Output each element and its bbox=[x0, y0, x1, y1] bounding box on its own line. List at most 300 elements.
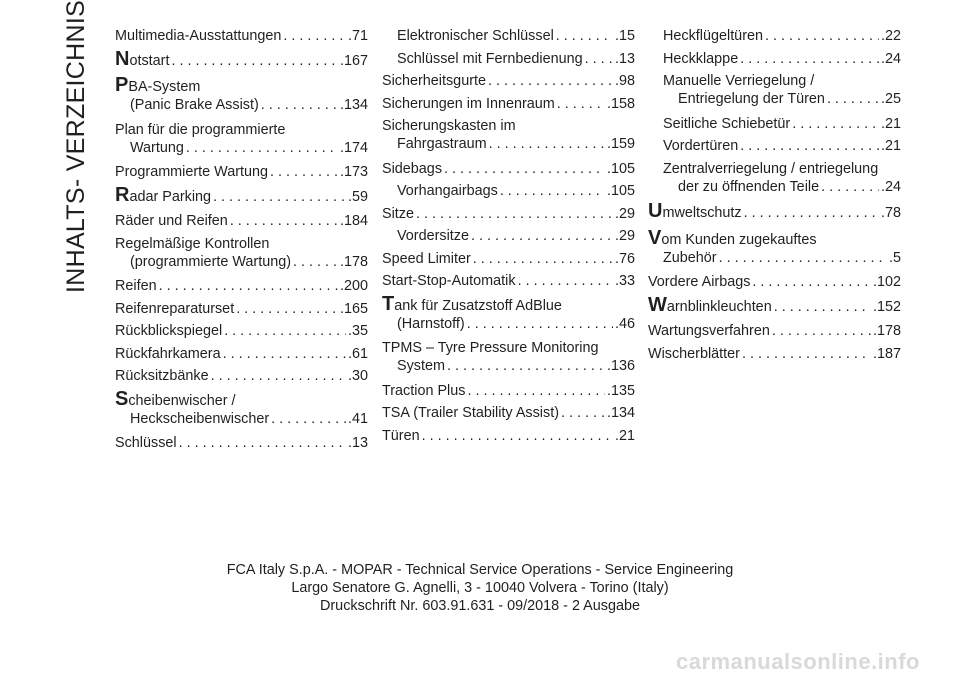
index-entry-line bbox=[397, 50, 635, 68]
index-entry-line bbox=[648, 249, 901, 267]
index-entry-text: Fahrgastraum bbox=[397, 136, 487, 152]
dot-leader bbox=[554, 27, 613, 45]
index-entry-text: Reifen bbox=[115, 278, 157, 294]
index-entry-label bbox=[382, 72, 486, 90]
dot-leader bbox=[750, 273, 871, 291]
page-number: .46 bbox=[614, 315, 635, 332]
index-entry-line bbox=[115, 139, 368, 157]
index-entry bbox=[115, 235, 368, 271]
index-entry-line bbox=[397, 227, 635, 245]
index-entry-label bbox=[397, 135, 487, 153]
index-entry-label bbox=[115, 47, 170, 70]
index-entry-text: Schlüssel mit Fernbedienung bbox=[397, 50, 583, 67]
index-entry-text: TPMS – Tyre Pressure Monitoring bbox=[382, 340, 599, 356]
dot-leader bbox=[221, 345, 346, 363]
dot-leader bbox=[211, 188, 346, 206]
index-entry bbox=[382, 50, 635, 68]
index-entry-text: Multimedia-Ausstattungen bbox=[115, 28, 282, 44]
index-entry bbox=[115, 183, 368, 206]
page-number: .187 bbox=[872, 345, 901, 362]
index-entry bbox=[648, 202, 901, 222]
index-entry-label bbox=[130, 410, 269, 428]
index-column-2 bbox=[382, 27, 635, 449]
index-entry-line bbox=[115, 387, 368, 410]
index-entry-label bbox=[115, 300, 234, 318]
index-entry-line bbox=[115, 322, 368, 340]
index-entry-label bbox=[115, 27, 281, 45]
index-entry bbox=[382, 427, 635, 445]
page-number: .21 bbox=[880, 138, 901, 154]
dot-leader bbox=[471, 250, 613, 268]
index-entry-text: otstart bbox=[129, 52, 170, 69]
index-entry-line bbox=[663, 72, 901, 90]
index-entry-label bbox=[648, 293, 772, 316]
index-entry-text: Vorhangairbags bbox=[397, 183, 498, 199]
index-entry-label bbox=[663, 27, 763, 45]
index-entry-text: BA-System bbox=[128, 79, 201, 95]
index-entry bbox=[382, 339, 635, 375]
index-letter-initial: V bbox=[648, 226, 662, 249]
index-entry-text: (Panic Brake Assist) bbox=[130, 97, 259, 113]
index-entry-line bbox=[115, 235, 368, 253]
index-entry-label bbox=[115, 345, 221, 363]
index-entry-label bbox=[115, 163, 268, 181]
index-entry-label bbox=[397, 315, 465, 333]
index-entry-line bbox=[382, 95, 635, 113]
index-entry bbox=[382, 227, 635, 245]
index-column-1 bbox=[115, 27, 368, 457]
index-entry-line bbox=[382, 250, 635, 268]
index-entry-label bbox=[115, 387, 236, 410]
index-entry-line bbox=[382, 427, 635, 445]
index-entry-label bbox=[397, 227, 469, 245]
index-entry bbox=[648, 226, 901, 267]
index-entry-text: Heckflügeltüren bbox=[663, 28, 763, 44]
index-entry-line bbox=[115, 345, 368, 363]
index-entry-line bbox=[382, 339, 635, 357]
index-entry-line bbox=[115, 434, 368, 452]
page-number: .61 bbox=[347, 345, 368, 362]
index-entry bbox=[115, 387, 368, 428]
index-entry-line bbox=[115, 163, 368, 181]
index-entry-label bbox=[648, 226, 817, 249]
index-entry-line bbox=[382, 272, 635, 290]
index-entry-label bbox=[115, 367, 209, 385]
index-entry-label bbox=[648, 273, 750, 291]
index-entry-label bbox=[382, 382, 465, 400]
index-entry-label bbox=[663, 160, 878, 178]
index-entry bbox=[648, 50, 901, 68]
index-entry bbox=[648, 27, 901, 45]
index-entry-line bbox=[115, 183, 368, 206]
index-entry-text: Programmierte Wartung bbox=[115, 164, 269, 180]
dot-leader bbox=[487, 135, 605, 153]
footer-line-print-number: Druckschrift Nr. 603.91.631 - 09/2018 - 2 Ausgabe bbox=[320, 598, 640, 614]
index-entry-line bbox=[663, 160, 901, 178]
index-entry-label bbox=[130, 96, 259, 114]
index-entry-line bbox=[648, 293, 901, 316]
dot-leader bbox=[555, 95, 605, 113]
index-entry-label bbox=[663, 72, 814, 90]
index-letter-initial: U bbox=[648, 200, 663, 222]
index-entry-line bbox=[648, 202, 901, 222]
dot-leader bbox=[772, 298, 871, 316]
dot-leader bbox=[420, 427, 613, 445]
page-number: .22 bbox=[880, 28, 901, 44]
page-number: .105 bbox=[606, 183, 635, 199]
dot-leader bbox=[738, 50, 879, 68]
page-number: .41 bbox=[347, 410, 368, 427]
page-number: .184 bbox=[339, 213, 368, 229]
index-entry-line bbox=[115, 367, 368, 385]
dot-leader bbox=[184, 139, 338, 157]
dot-leader bbox=[825, 90, 879, 108]
index-entry-text: Zentralverriegelung / entriegelung bbox=[663, 160, 879, 177]
index-letter-initial: T bbox=[382, 292, 395, 315]
page-number: .25 bbox=[880, 91, 901, 107]
index-entry bbox=[115, 434, 368, 452]
publisher-footer bbox=[0, 561, 960, 615]
index-entry bbox=[382, 250, 635, 268]
page-number: .173 bbox=[339, 164, 368, 180]
index-entry-label bbox=[648, 322, 770, 340]
site-watermark: carmanualsonline.info bbox=[676, 649, 920, 674]
dot-leader bbox=[498, 182, 605, 200]
page-number: .29 bbox=[614, 205, 635, 222]
page-number: .105 bbox=[606, 160, 635, 177]
page-number: .178 bbox=[872, 323, 901, 339]
index-entry-label bbox=[397, 50, 583, 68]
index-entry-text: ank für Zusatzstoff AdBlue bbox=[394, 297, 562, 314]
index-entry-label bbox=[678, 90, 825, 108]
index-entry-line bbox=[382, 357, 635, 375]
page-number: .5 bbox=[888, 249, 901, 266]
index-entry-label bbox=[663, 115, 790, 133]
index-entry-line bbox=[648, 322, 901, 340]
index-entry-line bbox=[115, 277, 368, 295]
index-entry bbox=[115, 47, 368, 70]
index-entry-label bbox=[382, 427, 420, 445]
dot-leader bbox=[281, 27, 346, 45]
index-entry-text: Rückfahrkamera bbox=[115, 345, 221, 362]
index-entry bbox=[382, 205, 635, 223]
index-entry bbox=[115, 300, 368, 318]
index-entry bbox=[382, 95, 635, 113]
dot-leader bbox=[738, 137, 879, 155]
index-entry-label bbox=[115, 235, 269, 253]
index-entry-text: Traction Plus bbox=[382, 382, 466, 399]
page-number: .134 bbox=[606, 405, 635, 421]
dot-leader bbox=[819, 178, 879, 196]
index-entry-text: Plan für die programmierte bbox=[115, 121, 286, 138]
index-entry-label bbox=[115, 434, 177, 452]
index-entry bbox=[382, 72, 635, 90]
index-entry-text: Wartung bbox=[130, 139, 184, 156]
index-entry bbox=[115, 367, 368, 385]
index-entry-line bbox=[648, 273, 901, 291]
index-entry-text: (Harnstoff) bbox=[397, 315, 465, 332]
index-entry-text: Rücksitzbänke bbox=[115, 368, 209, 384]
index-entry-label bbox=[115, 76, 200, 96]
page-number: .30 bbox=[347, 368, 368, 384]
page-number: .178 bbox=[339, 253, 368, 270]
index-entry-text: Sidebags bbox=[382, 160, 443, 177]
dot-leader bbox=[291, 253, 338, 271]
index-entry-label bbox=[678, 178, 819, 196]
index-entry-label bbox=[663, 137, 738, 155]
dot-leader bbox=[269, 410, 346, 428]
index-entry-line bbox=[648, 226, 901, 249]
index-entry-text: Sicherungskasten im bbox=[382, 118, 516, 134]
page-number: .21 bbox=[614, 427, 635, 444]
index-letter-initial: S bbox=[115, 387, 129, 410]
page-number: .135 bbox=[606, 382, 635, 399]
dot-leader bbox=[177, 434, 346, 452]
index-entry-label bbox=[115, 212, 228, 230]
index-letter-initial: N bbox=[115, 47, 130, 70]
section-title-vertical bbox=[62, 0, 92, 293]
index-entry bbox=[648, 273, 901, 291]
index-letter-initial: P bbox=[115, 74, 129, 96]
page-number: .174 bbox=[339, 139, 368, 156]
index-entry-line bbox=[382, 135, 635, 153]
dot-leader bbox=[465, 382, 605, 400]
dot-leader bbox=[583, 50, 613, 68]
page-number: .167 bbox=[339, 52, 368, 69]
index-entry-text: Schlüssel bbox=[115, 435, 177, 451]
index-entry-label bbox=[382, 292, 562, 315]
index-entry-label bbox=[382, 250, 471, 268]
index-entry-line bbox=[382, 205, 635, 223]
index-entry bbox=[648, 293, 901, 316]
index-entry-label bbox=[115, 121, 285, 139]
footer-line-address: Largo Senatore G. Agnelli, 3 - 10040 Volvera - Torino (Italy) bbox=[291, 580, 669, 596]
index-entry-line bbox=[115, 253, 368, 271]
index-entry bbox=[115, 27, 368, 45]
index-entry-label bbox=[663, 50, 738, 68]
index-entry-text: cheibenwischer / bbox=[128, 392, 236, 409]
dot-leader bbox=[414, 205, 613, 223]
index-entry-text: Manuelle Verriegelung / bbox=[663, 73, 815, 89]
index-entry bbox=[648, 322, 901, 340]
index-letter-initial: R bbox=[115, 183, 130, 206]
dot-leader bbox=[763, 27, 879, 45]
index-entry-text: Reifenreparaturset bbox=[115, 300, 235, 317]
index-entry-label bbox=[382, 339, 598, 357]
index-entry-text: Vordersitze bbox=[397, 228, 469, 244]
index-entry-line bbox=[382, 382, 635, 400]
index-entry-line bbox=[115, 27, 368, 45]
index-entry bbox=[382, 117, 635, 153]
index-entry-line bbox=[382, 315, 635, 333]
index-entry-line bbox=[648, 345, 901, 363]
index-entry-line bbox=[115, 300, 368, 318]
dot-leader bbox=[228, 212, 338, 230]
index-entry bbox=[648, 160, 901, 196]
index-entry-label bbox=[382, 160, 442, 178]
page-number: .136 bbox=[606, 358, 635, 374]
index-entry bbox=[382, 160, 635, 178]
index-entry-label bbox=[115, 322, 222, 340]
page-number: .21 bbox=[880, 115, 901, 132]
dot-leader bbox=[559, 404, 605, 422]
dot-leader bbox=[222, 322, 346, 340]
page-number: .24 bbox=[880, 178, 901, 195]
page-number: .59 bbox=[347, 188, 368, 205]
index-entry bbox=[115, 121, 368, 157]
index-entry-text: Sicherungen im Innenraum bbox=[382, 95, 555, 112]
index-entry bbox=[382, 272, 635, 290]
index-entry-text: Heckklappe bbox=[663, 50, 739, 67]
index-entry-text: System bbox=[397, 358, 445, 374]
index-entry-line bbox=[663, 178, 901, 196]
index-entry-line bbox=[382, 404, 635, 422]
index-entry-line bbox=[382, 72, 635, 90]
index-letter-initial: W bbox=[648, 293, 667, 316]
index-entry-line bbox=[382, 117, 635, 135]
index-entry-label bbox=[397, 27, 554, 45]
page-number: .158 bbox=[606, 95, 635, 112]
index-entry-text: Vordertüren bbox=[663, 138, 739, 154]
index-column-3 bbox=[648, 27, 901, 367]
index-entry-line bbox=[115, 121, 368, 139]
index-entry bbox=[115, 76, 368, 114]
page-number: .159 bbox=[606, 136, 635, 152]
page-number: .78 bbox=[880, 205, 901, 221]
index-entry bbox=[115, 277, 368, 295]
index-entry bbox=[648, 137, 901, 155]
index-entry-text: Vordere Airbags bbox=[648, 274, 751, 290]
index-entry-label bbox=[648, 202, 742, 222]
index-entry-line bbox=[115, 96, 368, 114]
dot-leader bbox=[259, 96, 338, 114]
dot-leader bbox=[157, 277, 338, 295]
index-entry-text: Elektronischer Schlüssel bbox=[397, 28, 554, 44]
index-entry-text: Start-Stop-Automatik bbox=[382, 273, 516, 289]
index-entry-text: arnblinkleuchten bbox=[666, 298, 772, 315]
index-entry-text: om Kunden zugekauftes bbox=[661, 231, 817, 248]
dot-leader bbox=[790, 115, 879, 133]
index-entry-text: Türen bbox=[382, 427, 420, 444]
page-number: .15 bbox=[614, 28, 635, 44]
index-entry-text: mweltschutz bbox=[662, 205, 742, 221]
index-entry-label bbox=[648, 345, 740, 363]
index-entry bbox=[648, 72, 901, 108]
index-entry-text: TSA (Trailer Stability Assist) bbox=[382, 405, 559, 421]
index-entry-text: Sitze bbox=[382, 205, 414, 222]
page-number: .165 bbox=[339, 300, 368, 317]
index-entry bbox=[115, 345, 368, 363]
index-entry-line bbox=[115, 212, 368, 230]
page-number: .98 bbox=[614, 73, 635, 89]
dot-leader bbox=[717, 249, 887, 267]
index-entry-text: Seitliche Schiebetür bbox=[663, 115, 791, 132]
index-entry-line bbox=[115, 410, 368, 428]
index-entry-text: Rückblickspiegel bbox=[115, 323, 223, 339]
index-entry-label bbox=[382, 117, 516, 135]
index-entry bbox=[648, 345, 901, 363]
index-entry bbox=[382, 382, 635, 400]
dot-leader bbox=[486, 72, 613, 90]
dot-leader bbox=[445, 357, 605, 375]
page-number: .152 bbox=[872, 298, 901, 315]
index-entry-text: Regelmäßige Kontrollen bbox=[115, 235, 270, 252]
index-entry-text: Zubehör bbox=[663, 249, 717, 266]
page-number: .134 bbox=[339, 97, 368, 113]
dot-leader bbox=[516, 272, 613, 290]
page-number: .33 bbox=[614, 273, 635, 289]
index-entry-line bbox=[663, 50, 901, 68]
page-number: .13 bbox=[347, 435, 368, 451]
page-number: .102 bbox=[872, 274, 901, 290]
index-entry bbox=[648, 115, 901, 133]
index-entry-text: Sicherheitsgurte bbox=[382, 73, 486, 89]
index-entry-label bbox=[130, 253, 291, 271]
page-number: .71 bbox=[347, 28, 368, 44]
page-number: .200 bbox=[339, 278, 368, 294]
index-entry-label bbox=[382, 95, 555, 113]
page-number: .24 bbox=[880, 50, 901, 67]
dot-leader bbox=[770, 322, 871, 340]
dot-leader bbox=[740, 345, 871, 363]
section-title-text: INHALTS- VERZEICHNIS bbox=[62, 0, 90, 293]
index-entry bbox=[115, 322, 368, 340]
index-entry-line bbox=[663, 90, 901, 108]
page-number: .76 bbox=[614, 250, 635, 267]
index-entry-line bbox=[663, 27, 901, 45]
index-entry-text: Entriegelung der Türen bbox=[678, 91, 825, 107]
index-entry-line bbox=[115, 47, 368, 70]
index-entry-label bbox=[397, 357, 445, 375]
page-number: .29 bbox=[614, 228, 635, 244]
page-number: .13 bbox=[614, 50, 635, 67]
index-entry bbox=[382, 404, 635, 422]
page-number: .35 bbox=[347, 323, 368, 339]
dot-leader bbox=[169, 52, 338, 70]
dot-leader bbox=[469, 227, 613, 245]
index-entry-label bbox=[115, 183, 212, 206]
index-entry-text: Wischerblätter bbox=[648, 345, 740, 362]
index-entry-line bbox=[115, 76, 368, 96]
index-entry-label bbox=[663, 249, 717, 267]
index-entry-label bbox=[382, 272, 516, 290]
dot-leader bbox=[209, 367, 346, 385]
index-entry-text: Wartungsverfahren bbox=[648, 323, 770, 339]
index-entry-label bbox=[397, 182, 498, 200]
index-entry bbox=[382, 27, 635, 45]
index-entry bbox=[115, 163, 368, 181]
dot-leader bbox=[268, 163, 338, 181]
dot-leader bbox=[742, 204, 879, 222]
index-entry-text: der zu öffnenden Teile bbox=[678, 178, 820, 195]
index-entry-line bbox=[663, 137, 901, 155]
dot-leader bbox=[234, 300, 338, 318]
index-entry-line bbox=[397, 182, 635, 200]
index-entry-label bbox=[115, 277, 157, 295]
index-entry-label bbox=[130, 139, 184, 157]
index-entry-text: Räder und Reifen bbox=[115, 213, 228, 229]
index-entry bbox=[382, 182, 635, 200]
footer-line-company: FCA Italy S.p.A. - MOPAR - Technical Service Operations - Service Engineering bbox=[226, 562, 734, 578]
index-entry-line bbox=[382, 292, 635, 315]
dot-leader bbox=[442, 160, 605, 178]
index-entry-line bbox=[397, 27, 635, 45]
index-entry bbox=[382, 292, 635, 333]
index-entry-text: (programmierte Wartung) bbox=[130, 253, 292, 270]
dot-leader bbox=[465, 315, 613, 333]
index-entry bbox=[115, 212, 368, 230]
index-entry-label bbox=[382, 404, 559, 422]
